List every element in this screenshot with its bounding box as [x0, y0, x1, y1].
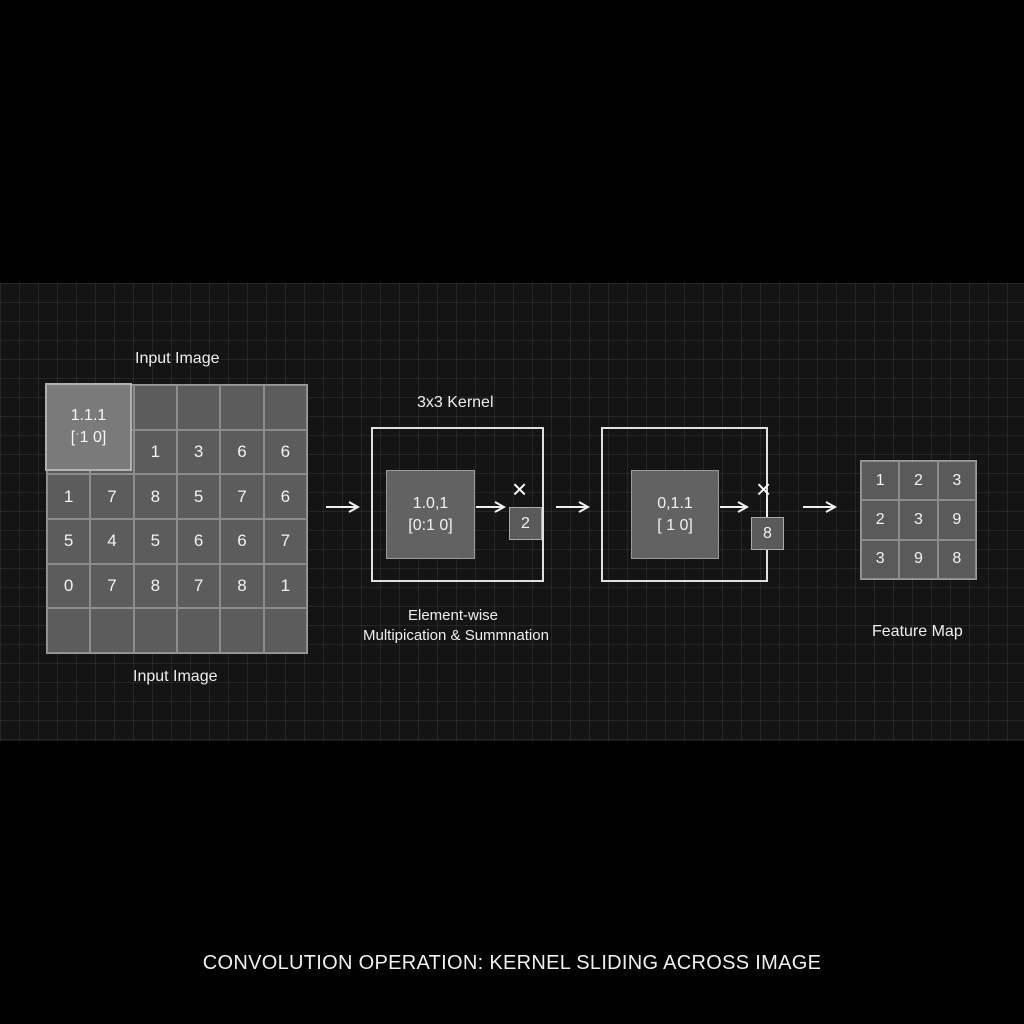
feature-cell: 3 [861, 540, 899, 579]
input-cell [47, 608, 90, 653]
feature-cell: 9 [899, 540, 937, 579]
feature-cell: 9 [938, 500, 976, 539]
input-cell: 1 [47, 474, 90, 519]
kernel-step-2-box [631, 470, 719, 559]
feature-cell: 2 [861, 500, 899, 539]
input-cell: 5 [177, 474, 220, 519]
feature-cell: 8 [938, 540, 976, 579]
input-cell: 8 [220, 564, 263, 609]
input-cell [134, 385, 177, 430]
input-cell [134, 608, 177, 653]
input-cell: 6 [264, 474, 307, 519]
feature-cell: 2 [899, 461, 937, 500]
kernel-step-1-line2: [0:1 0] [408, 516, 453, 534]
input-cell: 6 [220, 519, 263, 564]
input-image-label-top: Input Image [135, 350, 220, 367]
operation-label-line1: Element-wise [408, 607, 499, 624]
input-cell: 7 [177, 564, 220, 609]
feature-map-grid [860, 460, 977, 580]
input-cell: 6 [264, 430, 307, 475]
kernel-title: 3x3 Kernel [417, 394, 494, 411]
input-cell [90, 608, 133, 653]
input-cell: 0 [47, 564, 90, 609]
input-cell: 7 [220, 474, 263, 519]
kernel-step-2-line1: 0,1.1 [657, 494, 693, 512]
input-cell [264, 608, 307, 653]
kernel-overlay [45, 383, 132, 471]
operation-label-line2: Multipication & Summnation [363, 627, 549, 644]
kernel-step-2-line2: [ 1 0] [657, 516, 693, 534]
kernel-overlay-line2: [ˑ1 0] [70, 429, 107, 446]
kernel-step-2-result: 8 [751, 517, 784, 550]
input-image-label-bottom: Input Image [133, 668, 218, 685]
feature-cell: 1 [861, 461, 899, 500]
multiply-icon: × [756, 474, 772, 504]
input-cell: 3 [177, 430, 220, 475]
input-cell: 6 [220, 430, 263, 475]
input-cell [220, 608, 263, 653]
input-cell [220, 385, 263, 430]
feature-cell: 3 [899, 500, 937, 539]
multiply-icon: × [512, 474, 528, 504]
kernel-step-1-line1: 1.0,1 [412, 494, 449, 512]
input-cell: 4 [90, 519, 133, 564]
input-cell: 1 [134, 430, 177, 475]
input-cell: 7 [264, 519, 307, 564]
input-cell: 7 [90, 564, 133, 609]
input-cell: 5 [134, 519, 177, 564]
input-cell: 6 [177, 519, 220, 564]
feature-map-label: Feature Map [872, 623, 963, 640]
input-cell [264, 385, 307, 430]
kernel-step-1-box [386, 470, 475, 559]
kernel-overlay-line1: 1.1.1 [70, 407, 107, 424]
kernel-step-1-result: 2 [509, 507, 542, 540]
input-cell: 1 [264, 564, 307, 609]
input-cell: 5 [47, 519, 90, 564]
input-cell [177, 385, 220, 430]
input-cell: 7 [90, 474, 133, 519]
input-cell: 8 [134, 474, 177, 519]
feature-cell: 3 [938, 461, 976, 500]
diagram-caption: CONVOLUTION OPERATION: KERNEL SLIDING ACROSS IMAGE [202, 952, 822, 974]
input-cell [177, 608, 220, 653]
input-cell: 8 [134, 564, 177, 609]
